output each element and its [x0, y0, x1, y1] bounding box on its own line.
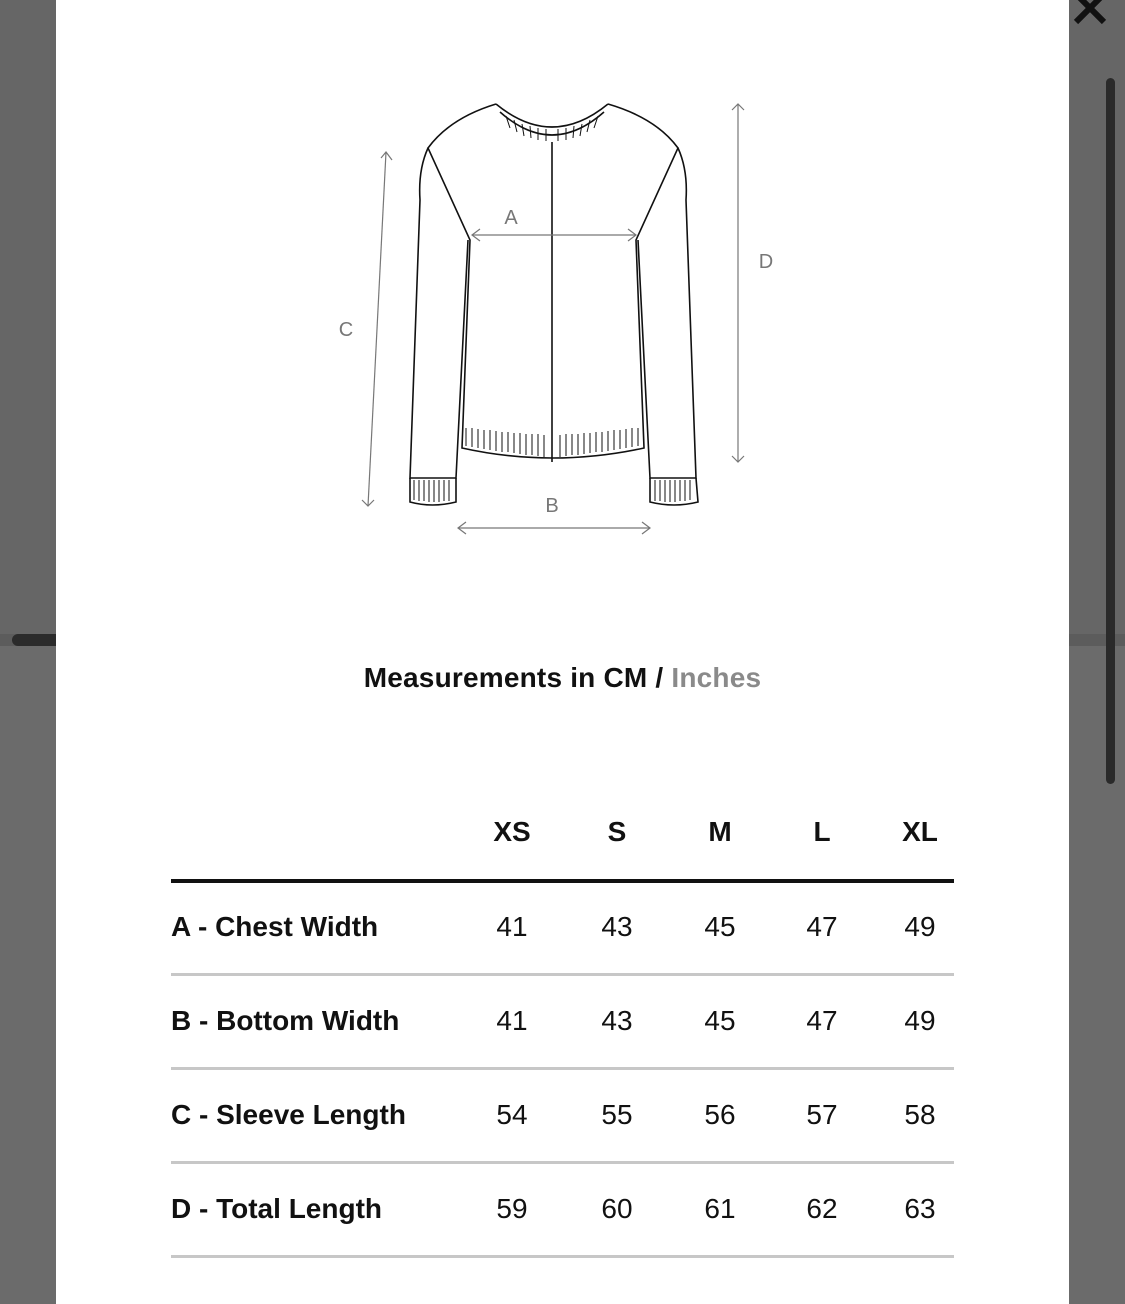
drag-handle[interactable]: [12, 634, 62, 646]
row-label-sleeve: C - Sleeve Length: [171, 1099, 406, 1130]
size-header-l: L: [813, 816, 831, 847]
table-cell: 43: [601, 1005, 633, 1036]
table-cell: 56: [704, 1099, 736, 1130]
size-header-xs: XS: [493, 816, 531, 847]
right-sleeve: [638, 148, 696, 478]
label-b: B: [545, 495, 559, 517]
table-cell: 63: [904, 1193, 936, 1224]
table-cell: 59: [496, 1193, 528, 1224]
unit-cm-option[interactable]: Measurements in CM: [363, 662, 648, 693]
table-cell: 57: [806, 1099, 838, 1130]
table-cell: 41: [496, 911, 528, 942]
table-cell: 41: [496, 1005, 528, 1036]
left-sleeve: [410, 148, 468, 478]
measure-c-line: [368, 152, 386, 506]
table-cell: 47: [806, 911, 838, 942]
table-cell: 62: [806, 1193, 838, 1224]
table-cell: 58: [904, 1099, 936, 1130]
table-cell: 54: [496, 1099, 528, 1130]
unit-inches-option[interactable]: Inches: [671, 662, 762, 693]
row-label-bottom: B - Bottom Width: [171, 1005, 400, 1036]
table-cell: 47: [806, 1005, 838, 1036]
size-header-s: S: [607, 816, 627, 847]
table-cell: 43: [601, 911, 633, 942]
label-d: D: [758, 251, 774, 273]
table-cell: 60: [601, 1193, 633, 1224]
label-a: A: [504, 207, 518, 229]
neckline: [496, 104, 608, 127]
sweater-diagram: [300, 90, 780, 550]
table-cell: 55: [601, 1099, 633, 1130]
right-cuff: [650, 478, 698, 505]
table-cell: 49: [904, 1005, 936, 1036]
label-c: C: [338, 319, 354, 341]
table-cell: 45: [704, 1005, 736, 1036]
row-divider: [171, 1067, 954, 1070]
table-cell: 49: [904, 911, 936, 942]
row-label-total: D - Total Length: [171, 1193, 382, 1224]
size-header-m: M: [708, 816, 732, 847]
row-divider: [171, 1255, 954, 1258]
size-header-xl: XL: [902, 816, 938, 847]
close-icon: [1072, 0, 1112, 26]
unit-separator: /: [655, 662, 664, 693]
row-divider: [171, 1161, 954, 1164]
row-divider: [171, 973, 954, 976]
neckband-inner: [500, 112, 604, 135]
unit-toggle: [0, 662, 1125, 694]
table-header-rule: [171, 879, 954, 883]
close-button[interactable]: [1072, 0, 1112, 26]
table-cell: 45: [704, 911, 736, 942]
row-label-chest: A - Chest Width: [171, 911, 379, 942]
table-cell: 61: [704, 1193, 736, 1224]
